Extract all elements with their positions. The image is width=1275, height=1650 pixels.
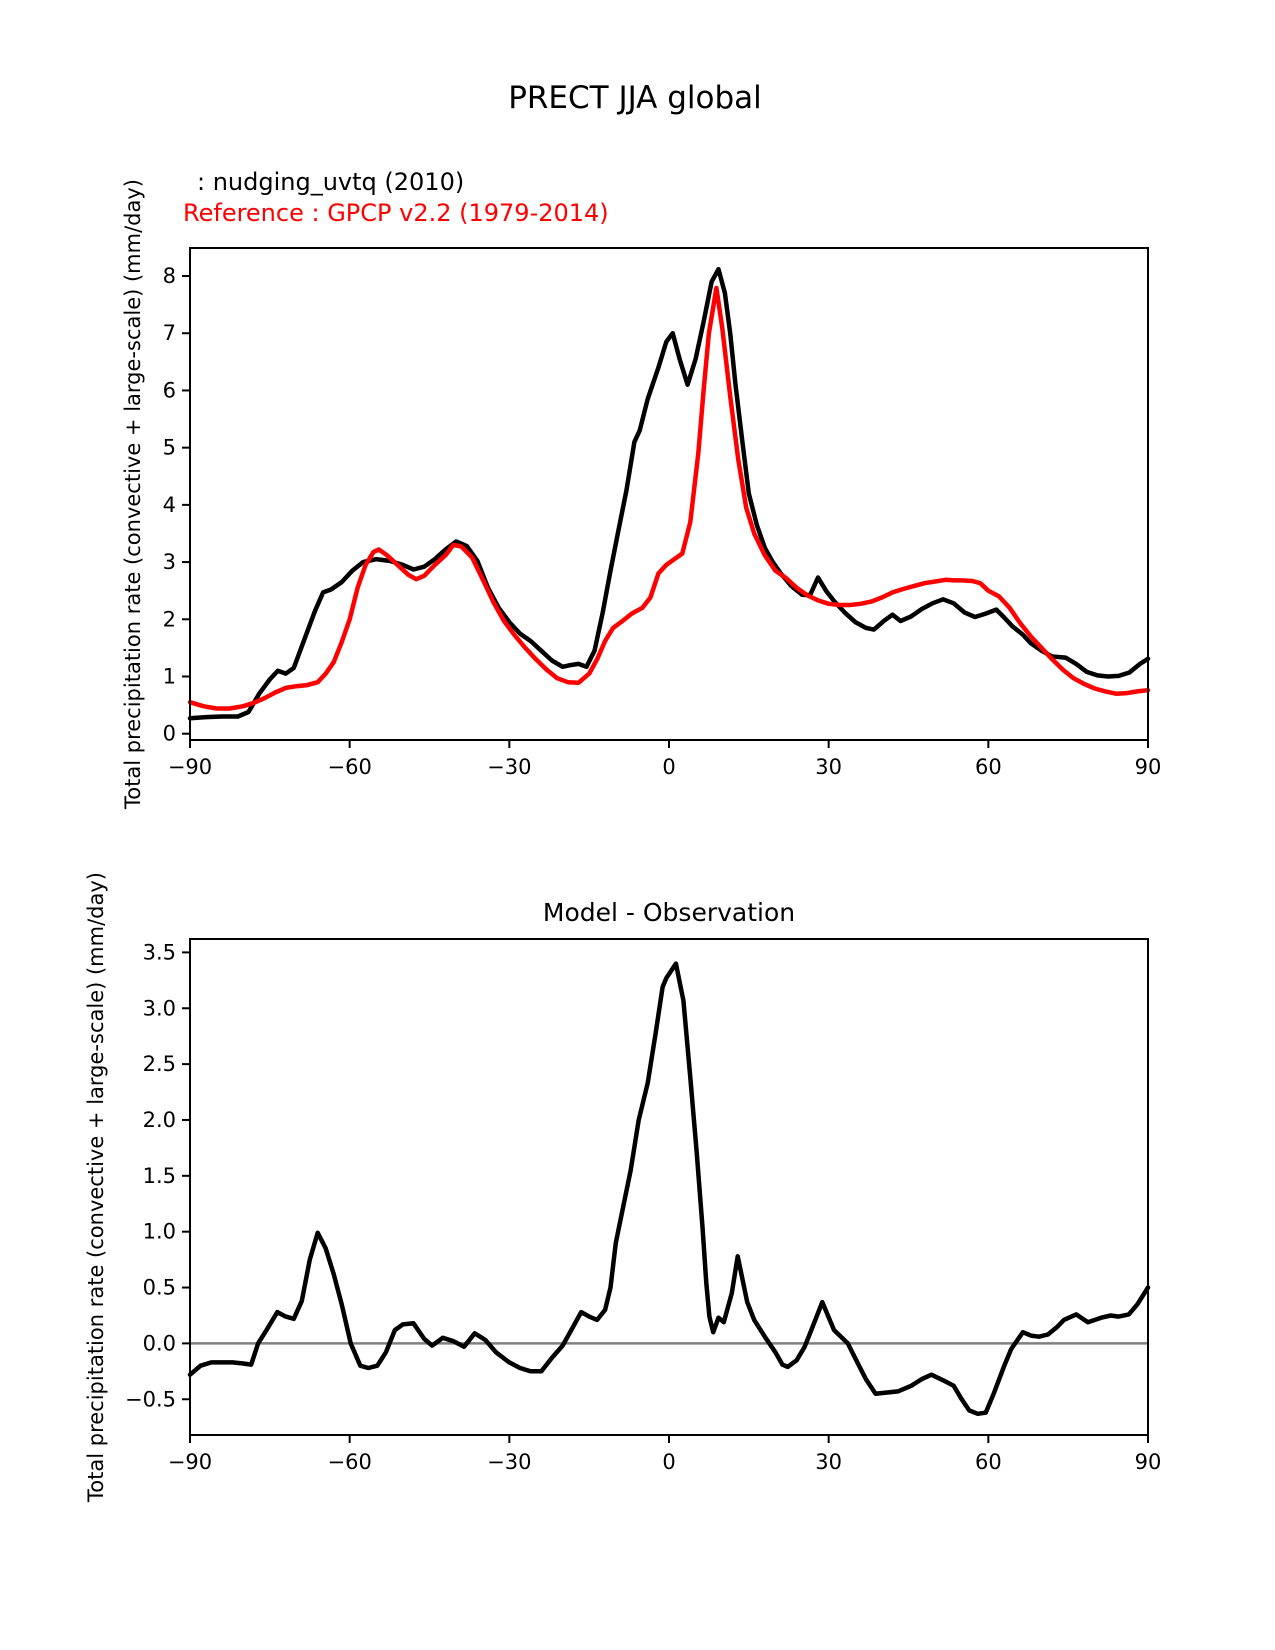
svg-text:2.0: 2.0 <box>142 1107 176 1132</box>
svg-text:1.0: 1.0 <box>142 1219 176 1244</box>
svg-text:−60: −60 <box>327 755 372 779</box>
svg-text:0.0: 0.0 <box>142 1331 176 1356</box>
svg-text:0: 0 <box>162 721 176 746</box>
svg-text:0: 0 <box>662 1450 676 1474</box>
x-ticks <box>168 1435 1162 1474</box>
top-chart <box>163 248 1162 779</box>
svg-text:2: 2 <box>162 607 176 632</box>
svg-text:−0.5: −0.5 <box>125 1387 176 1412</box>
svg-text:−90: −90 <box>167 755 213 779</box>
bottom-chart-ylabel: Total precipitation rate (convective + large-scale) (mm/day) <box>84 872 108 1502</box>
figure-title: PRECT JJA global <box>508 80 762 116</box>
svg-text:60: 60 <box>974 755 1002 779</box>
svg-text:30: 30 <box>815 755 843 779</box>
reference-line <box>190 288 1148 709</box>
svg-text:1.5: 1.5 <box>142 1163 176 1188</box>
svg-text:−30: −30 <box>487 755 532 779</box>
difference-line <box>190 964 1148 1414</box>
svg-text:3.5: 3.5 <box>142 940 176 965</box>
svg-text:30: 30 <box>815 1450 843 1474</box>
y-ticks <box>163 264 190 746</box>
svg-text:3: 3 <box>162 550 176 575</box>
svg-text:3.0: 3.0 <box>142 996 176 1021</box>
model-line <box>190 269 1148 718</box>
svg-text:8: 8 <box>162 264 176 289</box>
bottom-chart <box>125 939 1161 1474</box>
svg-text:90: 90 <box>1134 755 1162 779</box>
svg-text:−90: −90 <box>167 1450 213 1474</box>
svg-text:7: 7 <box>162 321 176 346</box>
legend-reference-label: Reference : GPCP v2.2 (1979-2014) <box>183 199 609 227</box>
top-chart-ylabel: Total precipitation rate (convective + large-scale) (mm/day) <box>121 179 145 809</box>
svg-text:1: 1 <box>162 664 176 689</box>
svg-text:4: 4 <box>162 492 176 517</box>
x-ticks <box>168 740 1162 779</box>
svg-text:5: 5 <box>162 435 176 460</box>
bottom-chart-title: Model - Observation <box>542 898 796 927</box>
y-ticks <box>125 940 190 1411</box>
svg-text:0: 0 <box>662 755 676 779</box>
svg-text:6: 6 <box>162 378 176 403</box>
svg-text:90: 90 <box>1134 1450 1162 1474</box>
svg-text:0.5: 0.5 <box>142 1275 176 1300</box>
svg-text:−30: −30 <box>487 1450 532 1474</box>
svg-text:2.5: 2.5 <box>142 1052 176 1077</box>
axes-frame <box>190 248 1148 740</box>
svg-text:−60: −60 <box>327 1450 372 1474</box>
svg-text:60: 60 <box>974 1450 1002 1474</box>
legend-model-label: : nudging_uvtq (2010) <box>197 168 465 196</box>
